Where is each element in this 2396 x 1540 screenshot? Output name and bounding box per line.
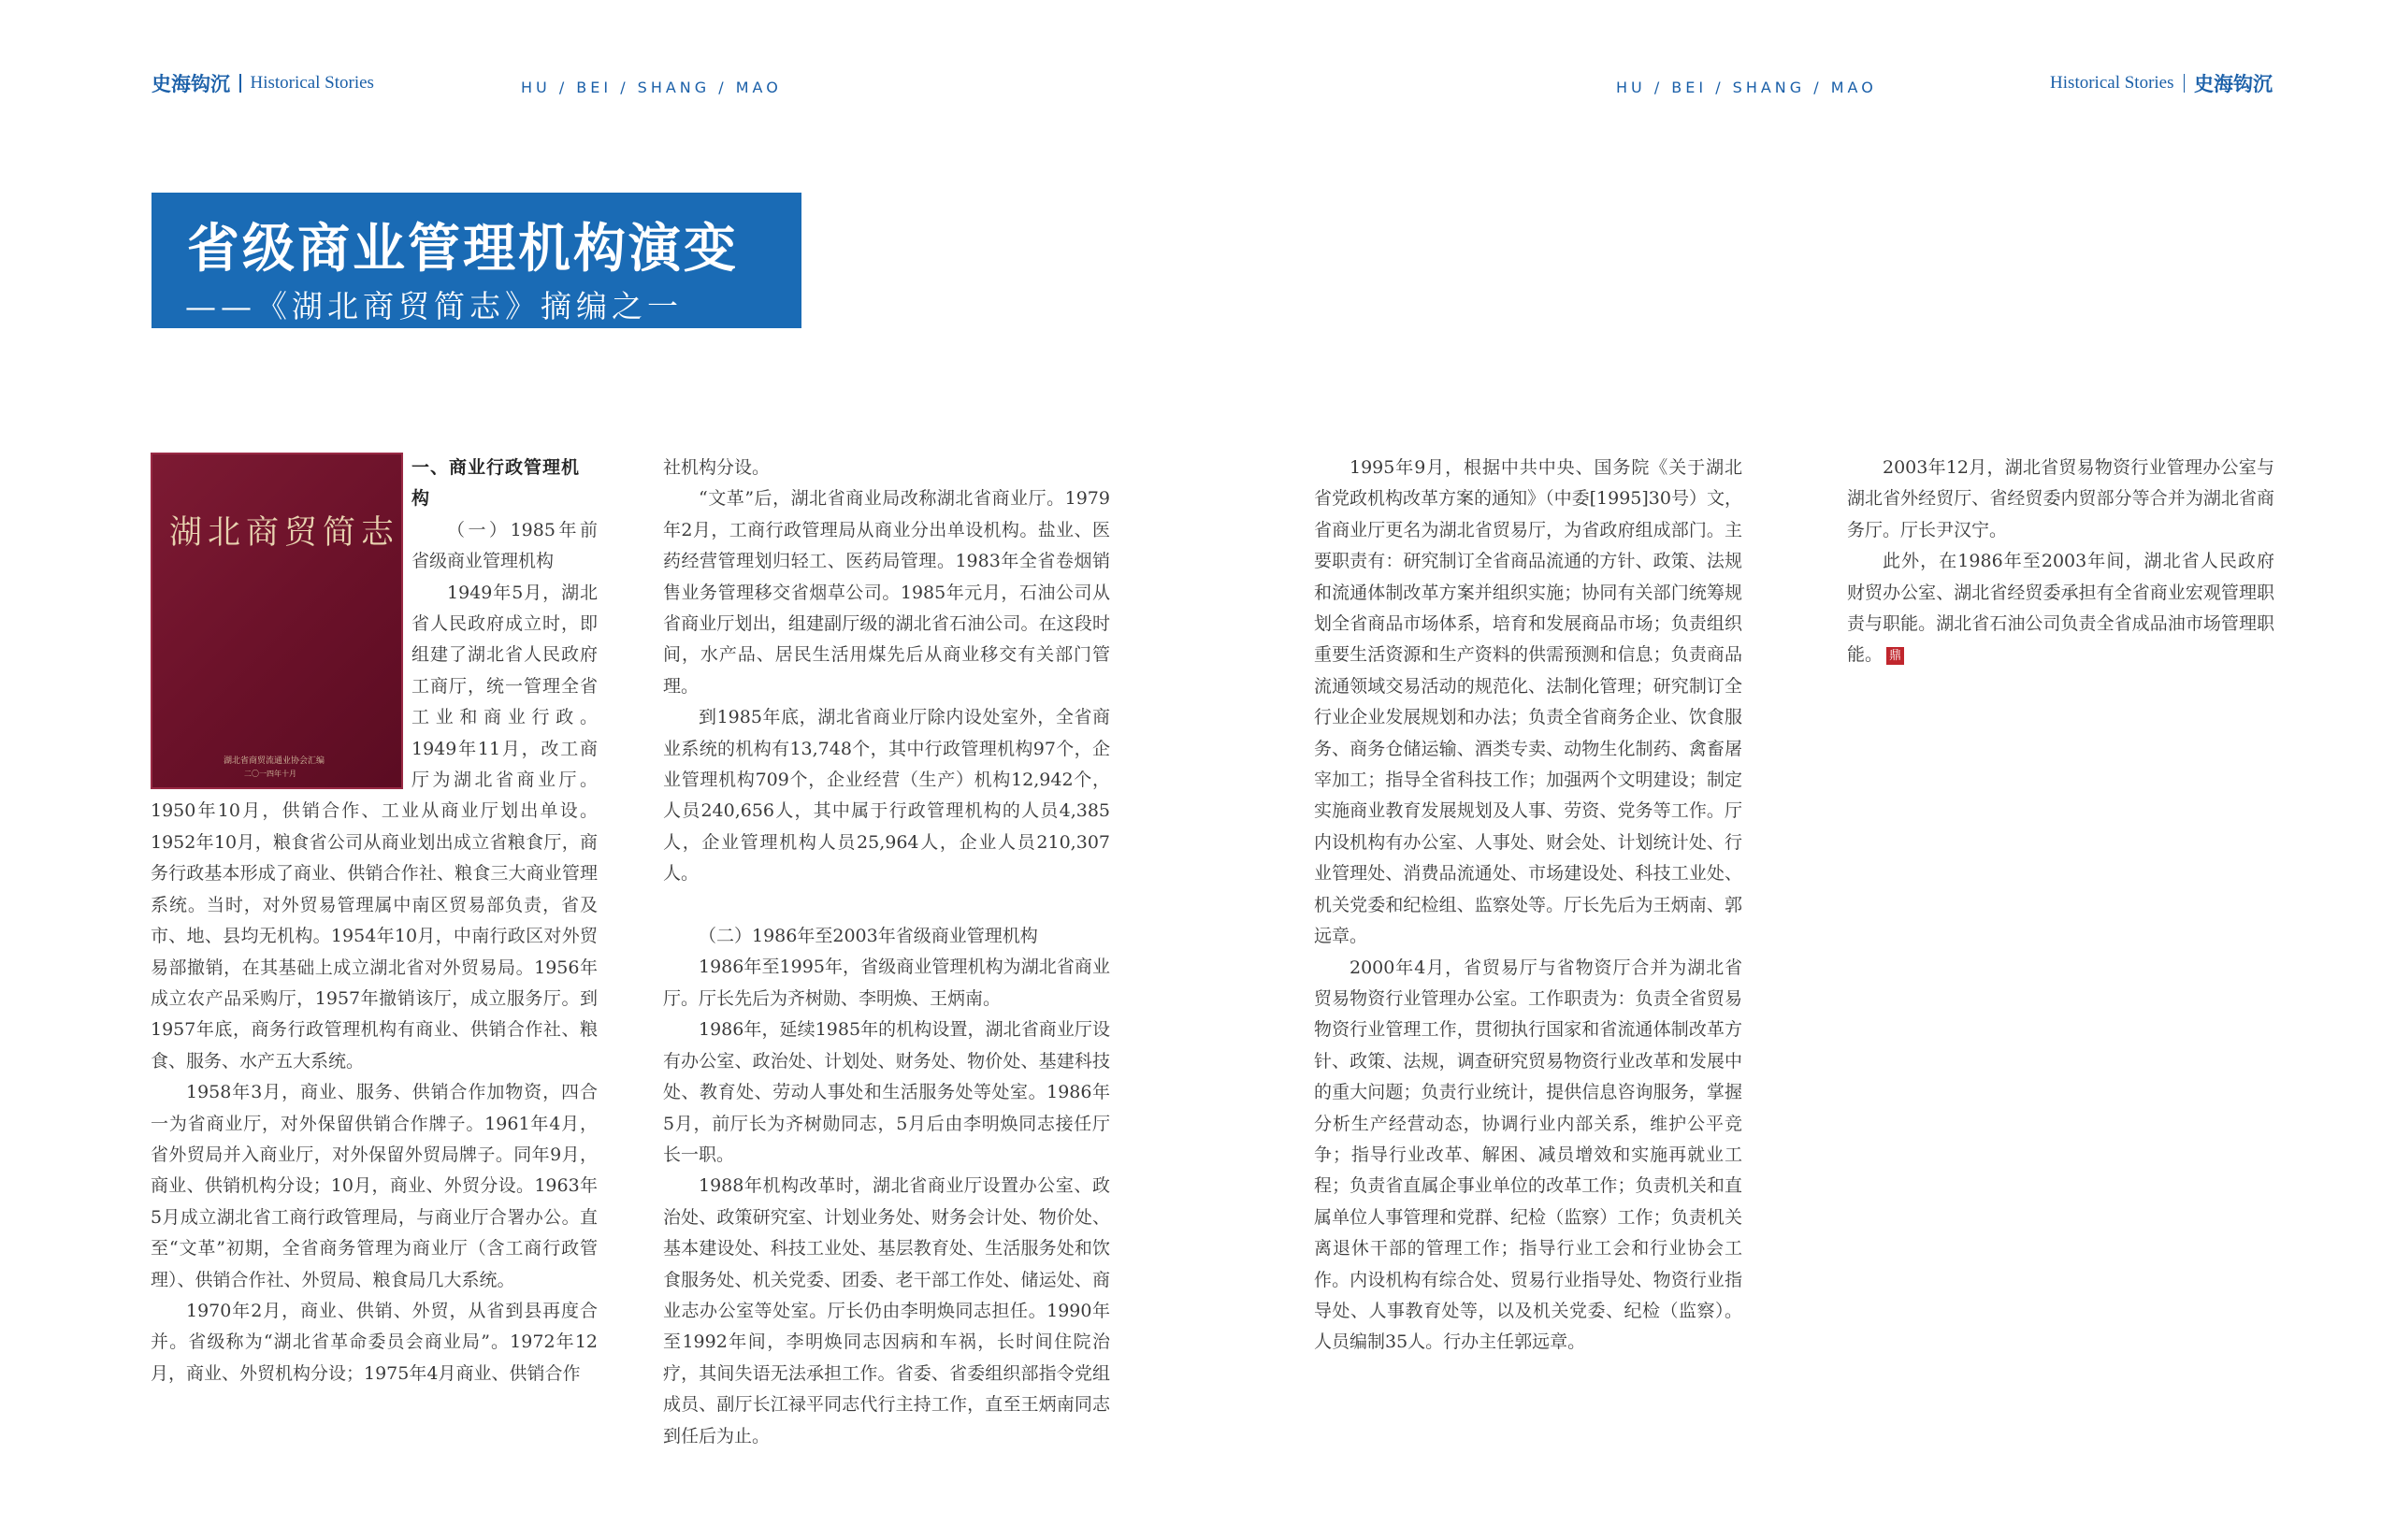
paragraph: 1958年3月，商业、服务、供销合作加物资，四合一为省商业厅，对外保留供销合作牌子。1961年4月，省外贸局并入商业厅，对外保留外贸局牌子。同年9月，商业、供销机构分设；10月，商业、外贸分设。1963年5月成立湖北省工商行政管理局，与商业厅合署办公。直至“文革”初期，全省商务管理为商业厅（含工商行政管理）、供销合作社、外贸局、粮食局几大系统。 — [151, 1082, 598, 1290]
magazine-name-right: HU / BEI / SHANG / MAO — [1616, 79, 1877, 96]
column-brand: 史海钩沉 — [2194, 74, 2273, 95]
paragraph: 1986年，延续1985年的机构设置，湖北省商业厅设有办公室、政治处、计划处、财务处、物价处、基建科技处、教育处、劳动人事处和生活服务处等处室。1986年5月，前厅长为齐树勋同志，5月后由李明焕同志接任厅长一职。 — [663, 1019, 1110, 1165]
book-cover-publisher: 湖北省商贸流通业协会汇编 — [224, 756, 325, 766]
magazine-name-left: HU / BEI / SHANG / MAO — [521, 79, 782, 96]
paragraph: 1949年5月，湖北省人民政府成立时，即组建了湖北省人民政府工商厅，统一管理全省工业和商业行政。1949年11月，改工商厅为湖北省商业厅。1950年10月，供销合作、工业从商业厅划出单设。1952年10月，粮食省公司从商业划出成立省粮食厅，商务行政基本形成了商业、供销合作社、粮食三大商业管理系统。当时，对外贸易管理属中南区贸易部负责，省及市、地、县均无机构。1954年10月，中南行政区对外贸易部撤销，在其基础上成立湖北省对外贸易局。1956年成立农产品采购厅，1957年撤销该厅，成立服务厅。到1957年底，商务行政管理机构有商业、供销合作社、粮食、服务、水产五大系统。 — [151, 582, 598, 1072]
column-section-name: Historical Stories — [2050, 73, 2174, 93]
paragraph: 社机构分设。 — [663, 457, 771, 478]
header-divider — [239, 74, 241, 93]
left-page-header — [152, 69, 374, 97]
paragraph: 1988年机构改革时，湖北省商业厅设置办公室、政治处、政策研究室、计划业务处、财务会计处、物价处、基本建设处、科技工业处、基层教育处、生活服务处和饮食服务处、机关党委、团委、老干部工作处、储运处、商业志办公室等处室。厅长仍由李明焕同志担任。1990年至1992年间，李明焕同志因病和车祸，长时间住院治疗，其间失语无法承担工作。省委、省委组织部指令党组成员、副厅长江禄平同志代行主持工作，直至王炳南同志到任后为止。 — [663, 1175, 1110, 1446]
paragraph-gap — [663, 890, 1110, 921]
column-section-name: Historical Stories — [250, 73, 374, 93]
paragraph: 1970年2月，商业、供销、外贸，从省到县再度合并。省级称为“湖北省革命委员会商业局”。1972年12月，商业、外贸机构分设；1975年4月商业、供销合作 — [151, 1300, 598, 1384]
paragraph: 到1985年底，湖北省商业厅除内设处室外，全省商业系统的机构有13,748个，其中行政管理机构97个，企业管理机构709个，企业经营（生产）机构12,942个，人员240,656人，其中属于行政管理机构的人员4,385人，企业管理机构人员25,964人，企业人员210,307人。 — [663, 707, 1110, 885]
book-cover-title: 湖北商贸简志 — [169, 514, 400, 552]
sub-heading: （二）1986年至2003年省级商业管理机构 — [699, 926, 1038, 947]
sub-heading: （一）1985年前省级商业管理机构 — [411, 519, 598, 572]
paragraph-text: 此外，在1986年至2003年间，湖北省人民政府财贸办公室、湖北省经贸委承担有全省商业宏观管理职责与职能。湖北省石油公司负责全省成品油市场管理职能。 — [1847, 551, 2274, 666]
paragraph: 2000年4月，省贸易厅与省物资厅合并为湖北省贸易物资行业管理办公室。工作职责为：负责全省贸易物资行业管理工作，贯彻执行国家和省流通体制改革方针、政策、法规，调查研究贸易物资行业改革和发展中的重大问题；负责行业统计，提供信息咨询服务，掌握分析生产经营动态，协调行业内部关系，维护公平竞争；指导行业改革、解困、减员增效和实施再就业工程；负责省直属企事业单位的改革工作；负责机关和直属单位人事管理和党群、纪检（监察）工作；负责机关离退休干部的管理工作；指导行业工会和行业协会工作。内设机构有综合处、贸易行业指导处、物资行业指导处、人事教育处等，以及机关党委、纪检（监察）。人员编制35人。行办主任郭远章。 — [1314, 957, 1742, 1353]
paragraph: 1986年至1995年，省级商业管理机构为湖北省商业厅。厅长先后为齐树勋、李明焕、王炳南。 — [663, 957, 1110, 1009]
paragraph: “文革”后，湖北省商业局改称湖北省商业厅。1979年2月，工商行政管理局从商业分出单设机构。盐业、医药经营管理划归轻工、医药局管理。1983年全省卷烟销售业务管理移交省烟草公司。1985年元月，石油公司从省商业厅划出，组建副厅级的湖北省石油公司。在这段时间，水产品、居民生活用煤先后从商业移交有关部门管理。 — [663, 488, 1110, 697]
article-end-mark: 鼎 — [1886, 647, 1904, 665]
section-heading: 一、商业行政管理机构 — [411, 457, 581, 510]
text-column-2 — [663, 453, 1110, 1452]
text-column-3 — [1314, 453, 1742, 1359]
text-column-4 — [1847, 453, 2274, 671]
article-subtitle: ——《湖北商贸简志》摘编之一 — [185, 288, 683, 324]
header-divider — [2184, 74, 2186, 93]
right-page-header — [2050, 69, 2273, 97]
book-cover-date: 二〇一四年十月 — [244, 770, 296, 778]
paragraph: 1995年9月，根据中共中央、国务院《关于湖北省党政机构改革方案的通知》（中委[1995]30号）文，省商业厅更名为湖北省贸易厅，为省政府组成部门。主要职责有：研究制订全省商品流通的方针、政策、法规和流通体制改革方案并组织实施；协同有关部门统筹规划全省商品市场体系，培育和发展商品市场；负责组织重要生活资源和生产资料的供需预测和信息；负责商品流通领域交易活动的规范化、法制化管理；研究制订全行业企业发展规划和办法；负责全省商务企业、饮食服务、商务仓储运输、酒类专卖、动物生化制药、禽畜屠宰加工；指导全省科技工作；加强两个文明建设；制定实施商业教育发展规划及人事、劳资、党务等工作。厅内设机构有办公室、人事处、财会处、计划统计处、行业管理处、消费品流通处、市场建设处、科技工业处、机关党委和纪检组、监察处等。厅长先后为王炳南、郭远章。 — [1314, 457, 1742, 947]
column-brand: 史海钩沉 — [152, 74, 230, 95]
image-spacer — [151, 453, 411, 795]
article-title-box — [152, 193, 801, 328]
article-title: 省级商业管理机构演变 — [187, 219, 739, 280]
paragraph — [1847, 546, 2274, 671]
text-column-1 — [151, 453, 598, 1389]
paragraph: 2003年12月，湖北省贸易物资行业管理办公室与湖北省外经贸厅、省经贸委内贸部分等合并为湖北省商务厅。厅长尹汉宁。 — [1847, 457, 2274, 540]
